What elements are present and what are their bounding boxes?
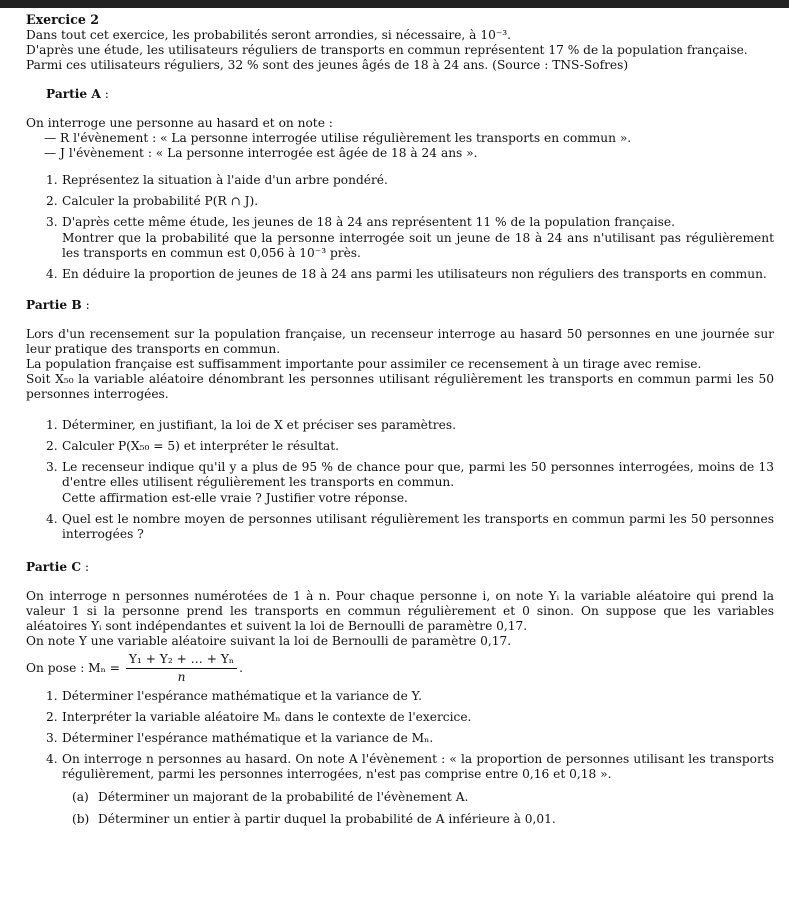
question-item: 2. Calculer la probabilité P(R ∩ J). [46, 194, 259, 208]
question-item: 4. On interroge n personnes au hasard. On note A l'évènement : « la proportion de personnes utilisant les transports régulièrement, parmi les personnes interrogées, n'est pas comprise entre 0,16 et 0,18 ». (a) Déterminer un majorant de la probabilité de l'évènement A. (b) Déterminer un entier à partir duquel la probabilité de A inférieure à 0,01. [46, 752, 774, 826]
part-a-heading: Partie A : [46, 87, 109, 101]
formula-numerator: Y₁ + Y₂ + … + Yₙ [126, 652, 237, 669]
part-a-questions [26, 173, 774, 282]
part-b-questions [26, 418, 774, 542]
question-item: 3. Le recenseur indique qu'il y a plus de 95 % de chance pour que, parmi les 50 personnes interrogées, moins de 13 d'entre elles utilisent régulièrement les transports en commun. Cette affirmation est-elle vraie ? Justifier votre réponse. [46, 460, 774, 505]
question-item: 3. Déterminer l'espérance mathématique et la variance de Mₙ. [46, 731, 434, 745]
exercise-title: Exercice 2 [26, 12, 100, 27]
intro-line-3: Parmi ces utilisateurs réguliers, 32 % sont des jeunes âgés de 18 à 24 ans. (Source : TNS-Sofres) [26, 58, 629, 72]
question-item: 1. Représentez la situation à l'aide d'un arbre pondéré. [46, 173, 388, 187]
question-item: 2. Calculer P(X₅₀ = 5) et interpréter le résultat. [46, 439, 339, 453]
formula-prefix: On pose : Mₙ = [26, 661, 121, 675]
part-c-intro-1: On interroge n personnes numérotées de 1 à n. Pour chaque personne i, on note Yᵢ la variable aléatoire qui prend la valeur 1 si la personne prend les transports en commun régulièrement et 0 sinon. On suppose que les variables aléatoires Yᵢ sont indépendantes et suivent la loi de Bernoulli de paramètre 0,17. [26, 589, 774, 633]
question-item: 1. Déterminer, en justifiant, la loi de X et préciser ses paramètres. [46, 418, 456, 432]
question-item: 4. Quel est le nombre moyen de personnes utilisant régulièrement les transports en commun parmi les 50 personnes interrogées ? [46, 512, 774, 541]
part-b-intro-3: Soit X₅₀ la variable aléatoire dénombrant les personnes utilisant régulièrement les transports en commun parmi les 50 personnes interrogées. [26, 372, 774, 401]
part-b-heading: Partie B : [26, 298, 90, 312]
part-c-formula [26, 652, 774, 685]
part-b-intro-2: La population française est suffisamment importante pour assimiler ce recensement à un tirage avec remise. [26, 357, 702, 371]
part-a-intro: On interroge une personne au hasard et on note : [26, 116, 333, 130]
subquestion-item: (a) Déterminer un majorant de la probabilité de l'évènement A. [72, 790, 469, 804]
event-j: — J l'évènement : « La personne interrogée est âgée de 18 à 24 ans ». [44, 146, 478, 160]
formula-suffix: . [239, 661, 244, 675]
question-item: 3. D'après cette même étude, les jeunes de 18 à 24 ans représentent 11 % de la population française. Montrer que la probabilité que la personne interrogée soit un jeune de 18 à 24 ans n'utilisant pas régulièrement les transports en commun est 0,056 à 10⁻³ près. [46, 215, 774, 260]
formula-denominator: n [177, 670, 186, 684]
part-c-questions [26, 689, 774, 827]
question-item: 4. En déduire la proportion de jeunes de 18 à 24 ans parmi les utilisateurs non réguliers des transports en commun. [46, 267, 767, 281]
part-b-intro-1: Lors d'un recensement sur la population française, un recenseur interroge au hasard 50 personnes en une journée sur leur pratique des transports en commun. [26, 327, 774, 356]
event-r: — R l'évènement : « La personne interrogée utilise régulièrement les transports en commun ». [44, 131, 632, 145]
question-item: 1. Déterminer l'espérance mathématique et la variance de Y. [46, 689, 423, 703]
top-bar [0, 0, 789, 8]
question-item: 2. Interpréter la variable aléatoire Mₙ dans le contexte de l'exercice. [46, 710, 472, 724]
part-c-heading: Partie C : [26, 560, 90, 574]
intro-line-2: D'après une étude, les utilisateurs réguliers de transports en commun représentent 17 % de la population française. [26, 43, 748, 57]
exercise-page [26, 12, 774, 834]
formula-fraction [126, 652, 237, 685]
part-c-intro-2: On note Y une variable aléatoire suivant la loi de Bernoulli de paramètre 0,17. [26, 634, 512, 648]
intro-line-1: Dans tout cet exercice, les probabilités seront arrondies, si nécessaire, à 10⁻³. [26, 28, 512, 42]
subquestion-item: (b) Déterminer un entier à partir duquel la probabilité de A inférieure à 0,01. [72, 812, 556, 826]
part-c-subquestions [62, 790, 774, 827]
